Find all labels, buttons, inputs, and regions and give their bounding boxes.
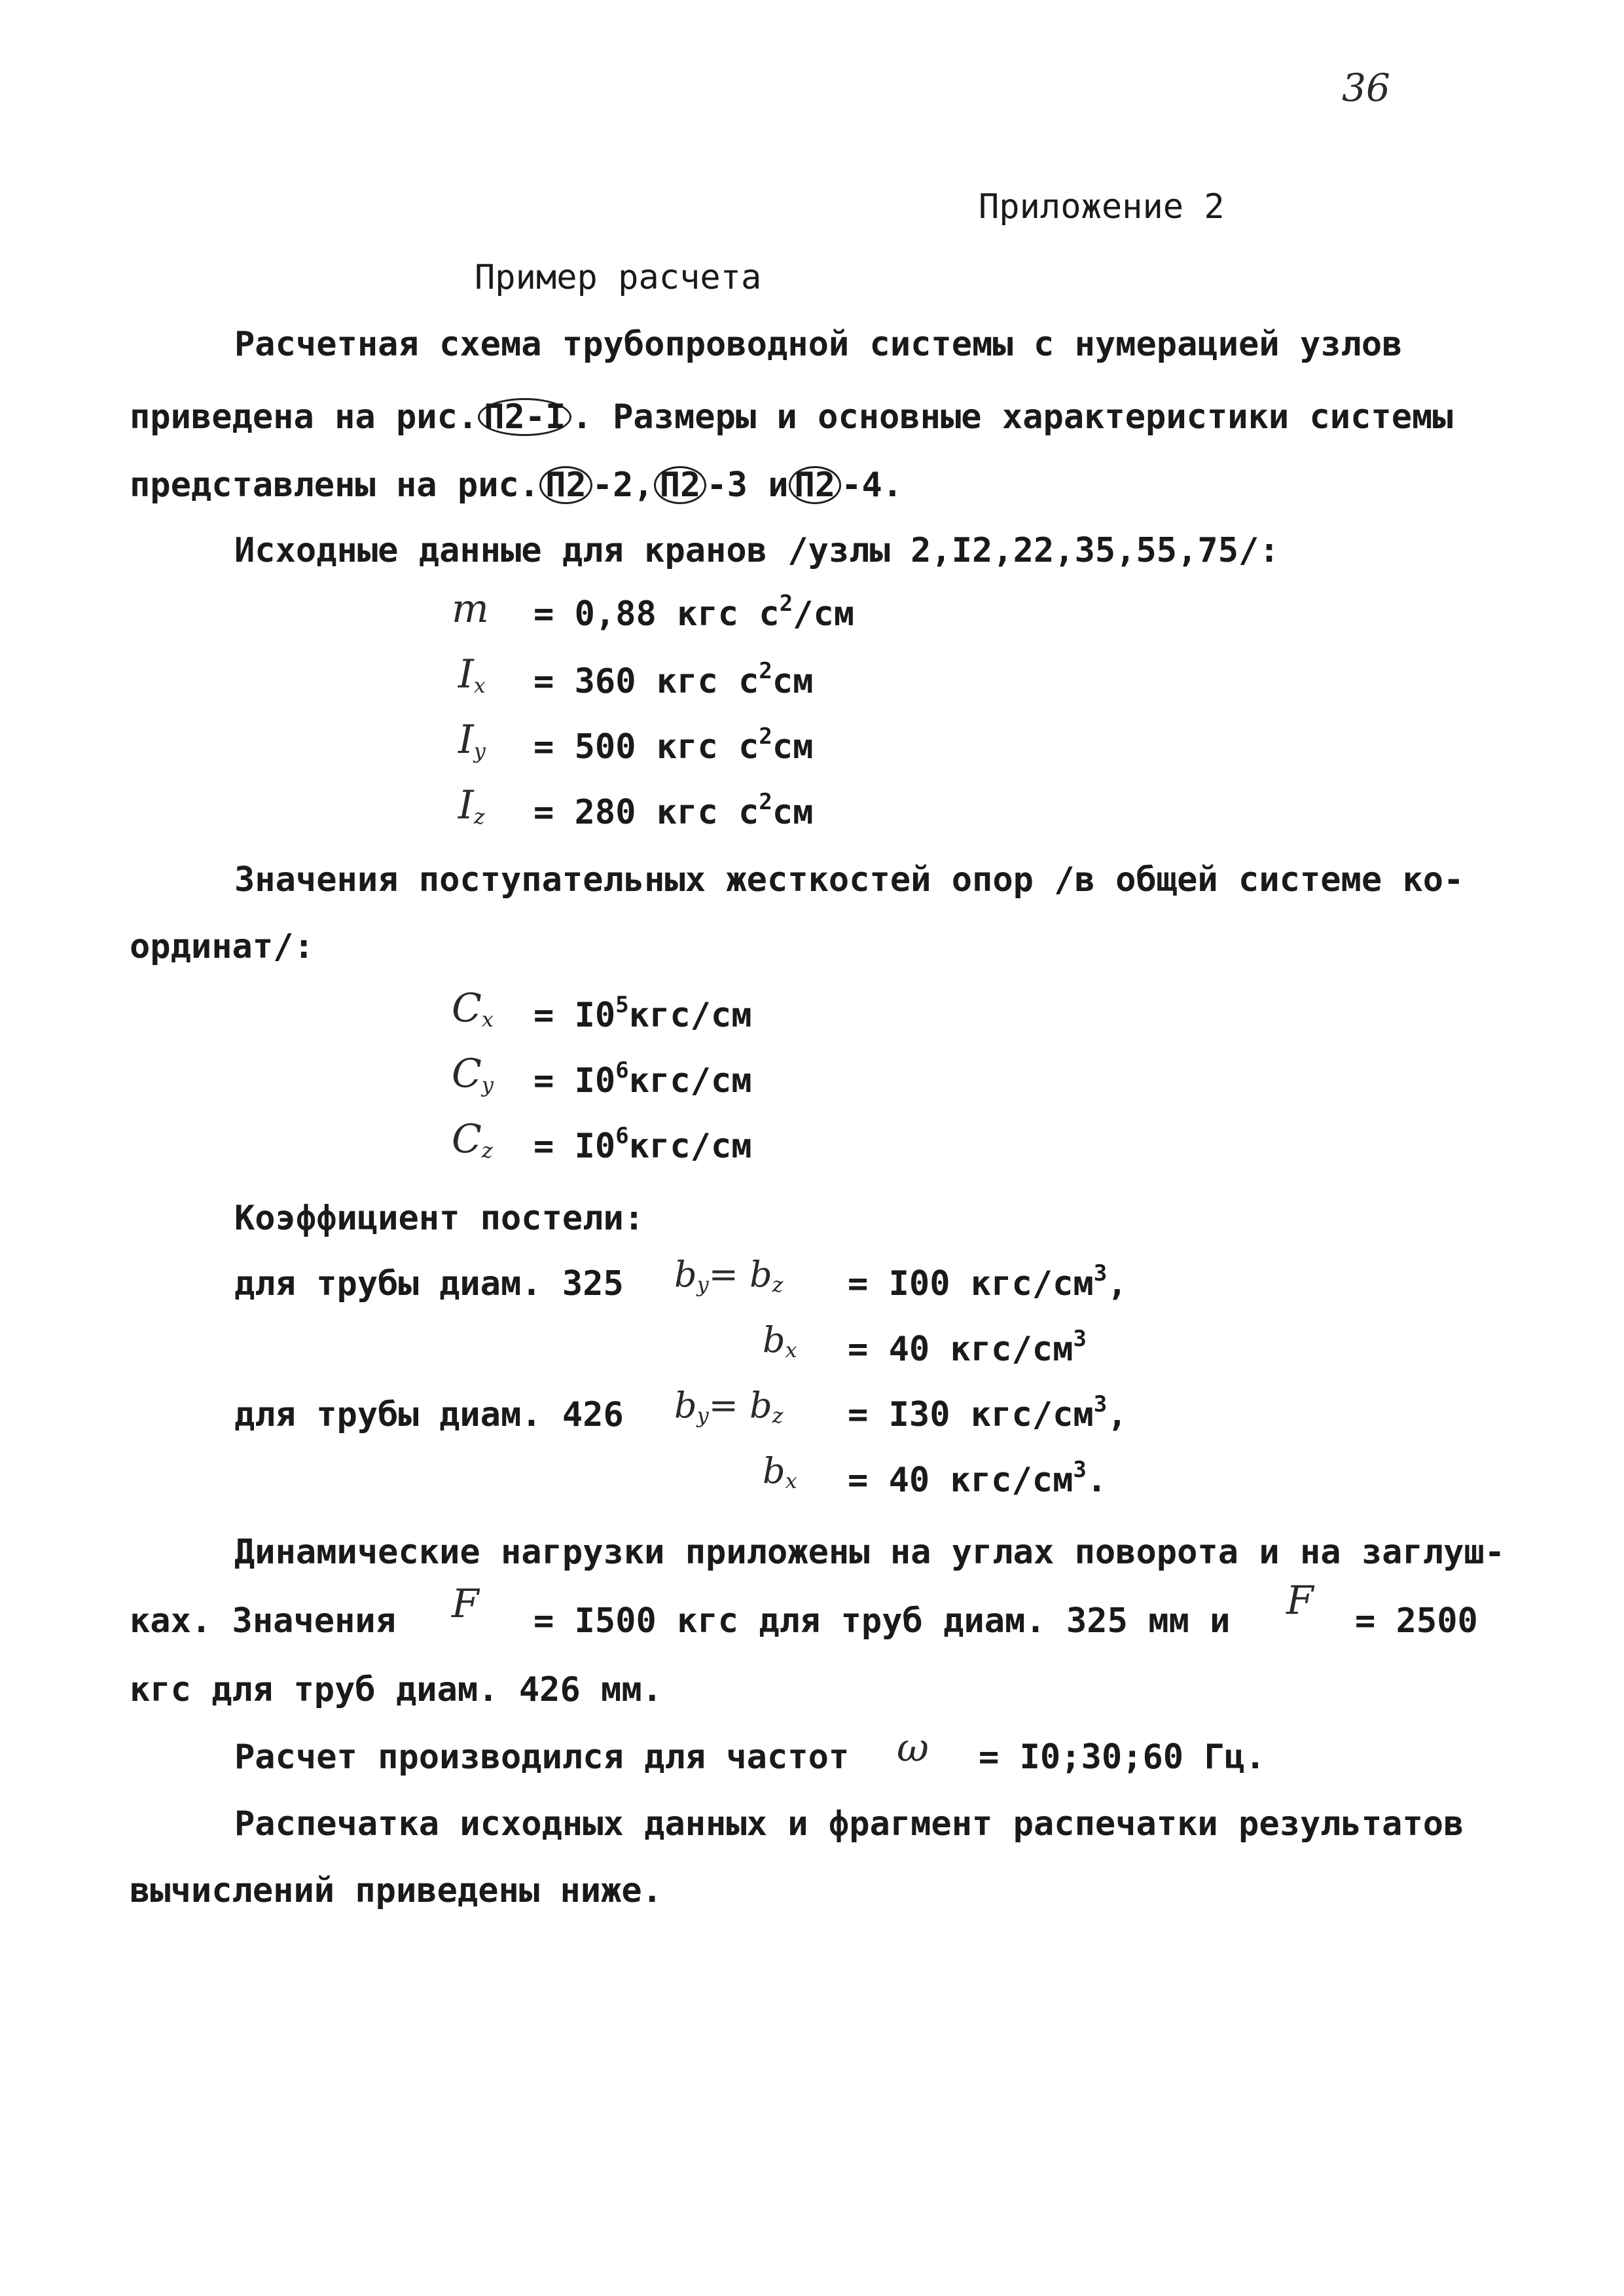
crane-value-iy [533,723,814,767]
crane-symbol-ix-letter: I [458,651,474,697]
crane-symbol-iz [458,782,485,829]
stiffness-symbol-cx-sub: x [481,1007,494,1032]
stiffness-value-cz [533,1123,752,1166]
figure-ref-2-number: -2, [592,465,654,505]
bed-value-426-yz-sup: 3 [1093,1391,1108,1417]
bed-symbol-426-yz-eq: = b [708,1385,772,1426]
printout-line2: вычислений приведены ниже. [130,1871,662,1910]
bed-symbol-426-yz [674,1385,784,1428]
loads-line1: Динамические нагрузки приложены на углах поворота и на заглуш- [234,1533,1506,1572]
bed-symbol-426-yz-sub: y [696,1403,709,1428]
crane-value-iz [533,789,814,832]
stiffness-value-cx-sup: 5 [615,992,629,1018]
crane-value-m [533,591,855,634]
loads-line2-a: ках. Значения [130,1601,396,1641]
force-symbol-2: F [1286,1578,1314,1624]
bed-value-426-yz-text: = I30 кгс/см [848,1395,1094,1434]
crane-value-m-sup: 2 [779,591,793,617]
bed-symbol-426-yz-sub2: z [772,1403,784,1428]
bed-label-325: для трубы диам. 325 [234,1264,624,1303]
figure-ref-4: П2 [789,466,842,504]
bed-symbol-325-yz-letter: b [674,1254,697,1295]
figure-ref-1: П2-I [478,398,571,436]
crane-value-ix [533,658,814,701]
stiffness-value-cy-sup: 6 [615,1057,629,1084]
bed-symbol-325-yz [674,1254,784,1297]
figure-ref-4-number: -4. [841,465,903,505]
loads-line2-b: = I500 кгс для труб диам. 325 мм и [533,1601,1231,1641]
bed-label-426: для трубы диам. 426 [234,1395,624,1434]
bed-symbol-426-x-letter: b [763,1450,785,1491]
bed-value-325-yz-text: = I00 кгс/см [848,1264,1094,1303]
bed-symbol-426-yz-letter: b [674,1385,697,1426]
paragraph1-line2-a: приведена на рис. [130,397,478,437]
figure-ref-3-number: -3 и [706,465,789,505]
printout-line1: Распечатка исходных данных и фрагмент распечатки результатов [234,1804,1464,1844]
bed-value-426-x-sup: 3 [1073,1457,1087,1483]
frequency-text-a: Расчет производился для частот [234,1738,850,1777]
stiffness-symbol-cx-letter: C [452,985,482,1031]
bed-symbol-325-x-sub: x [785,1338,797,1362]
stiffness-symbol-cy [452,1051,494,1097]
crane-symbol-m: m [452,586,489,632]
crane-value-iy-sup: 2 [759,723,772,750]
crane-value-iy-text: = 500 кгс с [533,727,759,767]
stiffness-symbol-cz-letter: C [452,1116,482,1162]
figure-ref-2: П2 [539,466,592,504]
crane-symbol-ix [458,651,486,698]
stiffness-value-cz-unit: кгс/см [628,1127,752,1166]
force-symbol-1: F [452,1581,479,1627]
crane-symbol-iy-sub: y [473,738,486,763]
crane-symbol-iz-sub: z [473,804,485,829]
bed-value-426-x-text: = 40 кгс/см [848,1461,1074,1500]
paragraph1-line3-a: представлены на рис. [130,465,540,505]
bed-value-426-yz-tail: , [1107,1395,1128,1434]
paragraph1-line1: Расчетная схема трубопроводной системы с нумерацией узлов [234,325,1403,364]
figure-ref-3: П2 [654,466,707,504]
crane-value-iy-unit: см [772,727,814,767]
stiffness-value-cz-sup: 6 [615,1123,629,1149]
bed-symbol-426-x-sub: x [785,1468,797,1493]
bed-symbol-325-yz-eq: = b [708,1254,772,1295]
paragraph1-line3 [130,466,903,504]
bed-value-325-yz-tail: , [1107,1264,1128,1303]
crane-value-ix-sup: 2 [759,658,772,684]
stiffness-intro-line2: ординат/: [130,927,314,966]
stiffness-symbol-cx [452,985,494,1032]
bed-value-325-yz [848,1260,1128,1303]
loads-line3: кгс для труб диам. 426 мм. [130,1670,662,1709]
bed-symbol-325-yz-sub2: z [772,1272,784,1297]
stiffness-value-cz-text: = I0 [533,1127,616,1166]
stiffness-symbol-cz-sub: z [481,1138,493,1163]
bed-value-325-x-sup: 3 [1073,1326,1087,1352]
bed-symbol-325-x-letter: b [763,1319,785,1360]
bed-symbol-325-x [763,1319,797,1362]
bed-value-426-x [848,1457,1108,1500]
crane-value-iz-text: = 280 кгс с [533,793,759,832]
stiffness-value-cx-unit: кгс/см [628,996,752,1035]
appendix-title: Приложение 2 [979,187,1225,227]
paragraph1-line2 [130,398,1453,436]
stiffness-symbol-cy-letter: C [452,1051,482,1097]
stiffness-value-cy-unit: кгс/см [628,1061,752,1101]
bed-symbol-325-yz-sub: y [696,1272,709,1297]
frequency-text-b: = I0;30;60 Гц. [979,1738,1266,1777]
stiffness-symbol-cy-sub: y [481,1072,494,1097]
crane-value-ix-text: = 360 кгс с [533,662,759,701]
crane-symbol-iy-letter: I [458,717,474,763]
bed-value-426-x-tail: . [1086,1461,1108,1500]
bed-value-325-yz-sup: 3 [1093,1260,1108,1286]
crane-symbol-ix-sub: x [473,673,486,698]
stiffness-value-cy-text: = I0 [533,1061,616,1101]
bed-title: Коэффициент постели: [234,1199,645,1238]
stiffness-value-cx [533,992,752,1035]
loads-line2-c: = 2500 [1355,1601,1478,1641]
bed-value-325-x [848,1326,1087,1369]
crane-value-m-unit: /см [793,594,855,634]
stiffness-intro-line1: Значения поступательных жесткостей опор /в общей системе ко- [234,860,1464,900]
bed-value-426-yz [848,1391,1128,1434]
crane-symbol-iz-letter: I [458,782,474,828]
page-number: 36 [1342,65,1390,110]
bed-symbol-426-x [763,1450,797,1493]
cranes-intro: Исходные данные для кранов /узлы 2,I2,22,35,55,75/: [234,531,1280,570]
bed-value-325-x-text: = 40 кгс/см [848,1330,1074,1369]
crane-value-ix-unit: см [772,662,814,701]
crane-value-iz-unit: см [772,793,814,832]
stiffness-symbol-cz [452,1116,493,1163]
crane-symbol-iy [458,717,486,763]
crane-value-iz-sup: 2 [759,789,772,815]
crane-value-m-text: = 0,88 кгс с [533,594,780,634]
paragraph1-line2-b: . Размеры и основные характеристики системы [571,397,1453,437]
stiffness-value-cy [533,1057,752,1101]
example-title: Пример расчета [475,258,762,297]
omega-symbol: ω [897,1725,929,1771]
stiffness-value-cx-text: = I0 [533,996,616,1035]
